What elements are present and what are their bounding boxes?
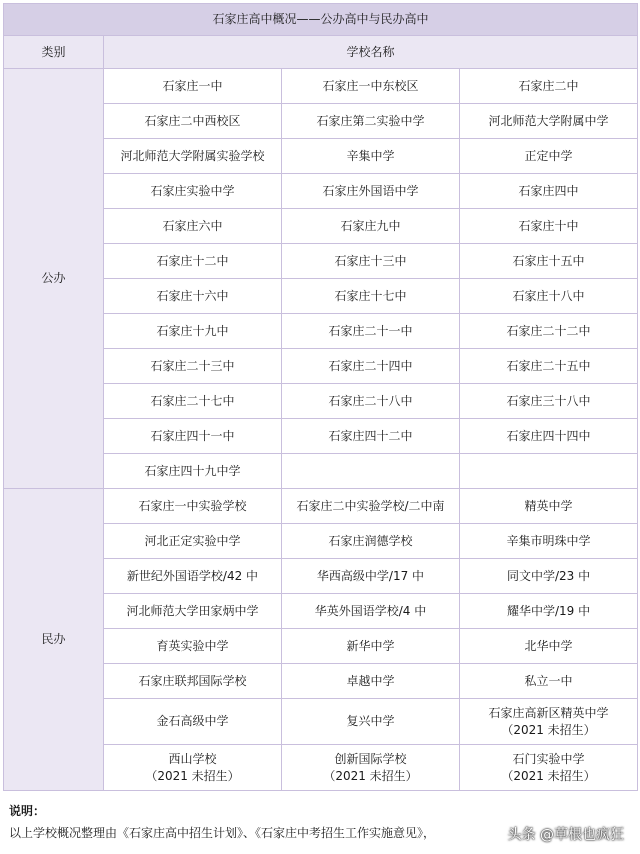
school-name: 西山学校: [168, 751, 217, 766]
school-cell: 育英实验中学: [104, 629, 282, 664]
school-table: [3, 3, 638, 791]
school-cell: [460, 454, 638, 489]
school-cell: 精英中学: [460, 489, 638, 524]
school-cell: 石家庄十六中: [104, 279, 282, 314]
school-cell: 辛集市明珠中学: [460, 524, 638, 559]
school-cell: 卓越中学: [282, 664, 460, 699]
school-cell: [282, 745, 460, 791]
school-cell: 石家庄实验中学: [104, 174, 282, 209]
school-cell: 耀华中学/19 中: [460, 594, 638, 629]
school-cell: 石家庄四十二中: [282, 419, 460, 454]
school-cell: 石家庄二十一中: [282, 314, 460, 349]
school-cell: 石家庄第二实验中学: [282, 104, 460, 139]
school-cell: [104, 745, 282, 791]
table-row: [4, 489, 638, 524]
watermark: 头条 @草根也疯狂: [507, 827, 624, 843]
school-cell: 石家庄二十四中: [282, 349, 460, 384]
school-name: 创新国际学校: [334, 751, 407, 766]
school-cell: 河北师范大学附属实验学校: [104, 139, 282, 174]
school-cell: [282, 454, 460, 489]
school-cell: 石家庄四十一中: [104, 419, 282, 454]
note-text: 以上学校概况整理由《石家庄高中招生计划》、《石家庄中考招生工作实施意见》，: [9, 826, 436, 840]
school-cell: 石家庄十中: [460, 209, 638, 244]
school-remark: （2021 未招生）: [145, 768, 240, 783]
school-cell: 石家庄一中东校区: [282, 69, 460, 104]
school-cell: 石家庄十八中: [460, 279, 638, 314]
school-cell: 同文中学/23 中: [460, 559, 638, 594]
school-remark: （2021 未招生）: [501, 768, 596, 783]
school-name: 石门实验中学: [512, 751, 585, 766]
table-row: [4, 69, 638, 104]
school-cell: 石家庄四十四中: [460, 419, 638, 454]
school-cell: 石家庄二十三中: [104, 349, 282, 384]
school-name-header: 学校名称: [104, 36, 638, 69]
school-cell: 河北正定实验中学: [104, 524, 282, 559]
category-header: 类别: [4, 36, 104, 69]
school-cell: 石家庄润德学校: [282, 524, 460, 559]
note-title: 说明：: [9, 804, 46, 818]
school-cell: 石家庄二十八中: [282, 384, 460, 419]
school-cell: 石家庄十七中: [282, 279, 460, 314]
school-cell: 石家庄四中: [460, 174, 638, 209]
school-name: 石家庄高新区精英中学: [488, 705, 609, 720]
school-cell: 石家庄九中: [282, 209, 460, 244]
school-cell: 华英外国语学校/4 中: [282, 594, 460, 629]
school-cell: 华西高级中学/17 中: [282, 559, 460, 594]
school-name: 金石高级中学: [156, 714, 229, 728]
school-remark: （2021 未招生）: [323, 768, 418, 783]
school-cell: 石家庄十五中: [460, 244, 638, 279]
school-cell: 正定中学: [460, 139, 638, 174]
school-cell: 石家庄十三中: [282, 244, 460, 279]
school-cell: [104, 699, 282, 745]
school-cell: 私立一中: [460, 664, 638, 699]
school-cell: [282, 699, 460, 745]
school-cell: 石家庄二十七中: [104, 384, 282, 419]
school-cell: 石家庄二十二中: [460, 314, 638, 349]
school-cell: 石家庄二中西校区: [104, 104, 282, 139]
school-cell: 新世纪外国语学校/42 中: [104, 559, 282, 594]
school-cell: 石家庄二中实验学校/二中南: [282, 489, 460, 524]
school-cell: 河北师范大学田家炳中学: [104, 594, 282, 629]
table-title: 石家庄高中概况——公办高中与民办高中: [4, 4, 638, 36]
school-cell: [460, 699, 638, 745]
school-cell: 石家庄联邦国际学校: [104, 664, 282, 699]
school-cell: [460, 745, 638, 791]
title-row: [4, 4, 638, 36]
school-cell: 石家庄外国语中学: [282, 174, 460, 209]
school-cell: 石家庄三十八中: [460, 384, 638, 419]
school-name: 复兴中学: [346, 714, 395, 728]
header-row: [4, 36, 638, 69]
school-cell: 石家庄一中: [104, 69, 282, 104]
school-cell: 石家庄十二中: [104, 244, 282, 279]
school-cell: 石家庄十九中: [104, 314, 282, 349]
school-cell: 石家庄六中: [104, 209, 282, 244]
category-public: 公办: [4, 69, 104, 489]
school-cell: 石家庄一中实验学校: [104, 489, 282, 524]
school-cell: 河北师范大学附属中学: [460, 104, 638, 139]
category-private: 民办: [4, 489, 104, 791]
school-cell: 石家庄四十九中学: [104, 454, 282, 489]
school-cell: 辛集中学: [282, 139, 460, 174]
school-cell: 石家庄二十五中: [460, 349, 638, 384]
school-remark: （2021 未招生）: [501, 722, 596, 737]
school-cell: 石家庄二中: [460, 69, 638, 104]
school-cell: 新华中学: [282, 629, 460, 664]
school-cell: 北华中学: [460, 629, 638, 664]
